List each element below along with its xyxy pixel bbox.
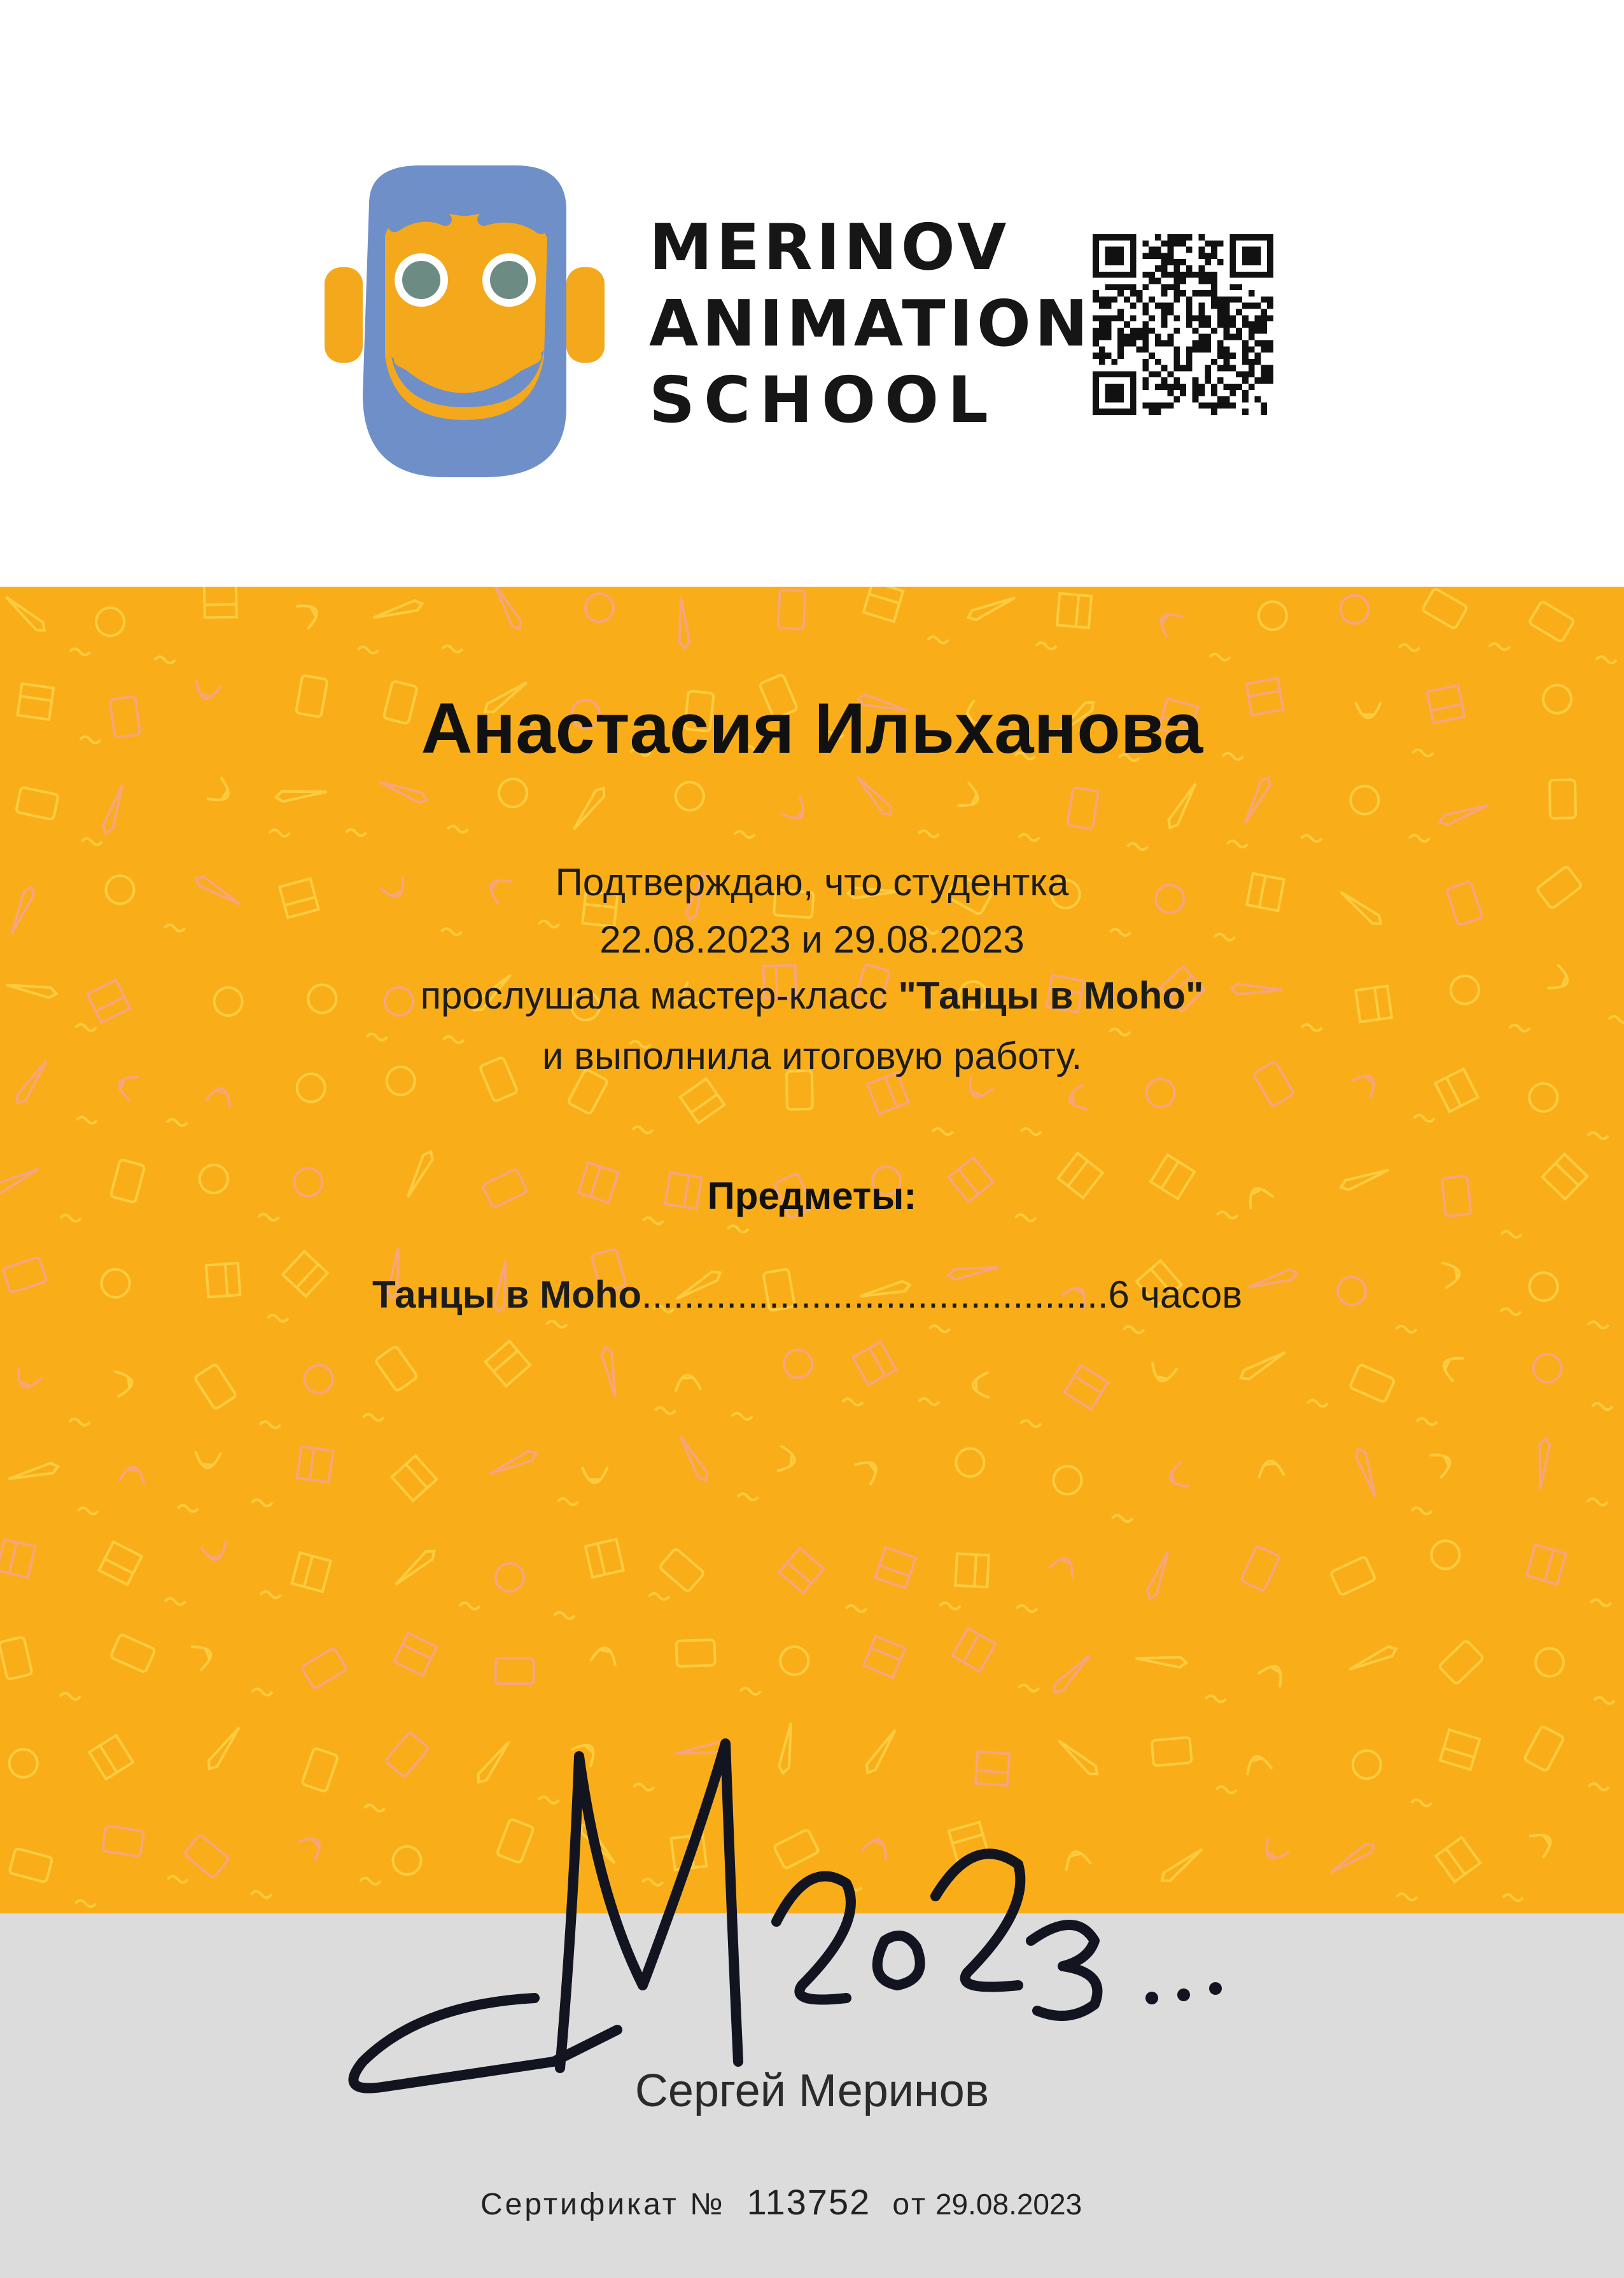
certificate-id-line — [480, 2181, 1082, 2223]
school-logo-icon — [325, 165, 605, 477]
qr-code-icon[interactable] — [1093, 234, 1273, 415]
certificate-main-band — [0, 587, 1624, 1913]
subjects-heading: Предметы: — [707, 1175, 917, 1217]
statement-line-3-prefix: прослушала мастер-класс — [420, 974, 899, 1017]
course-title: "Танцы в Moho" — [898, 974, 1204, 1017]
date-prefix: от — [892, 2188, 928, 2221]
wordmark-line-2: ANIMATION — [649, 286, 1092, 361]
subject-name: Танцы в Moho — [372, 1273, 642, 1316]
header — [0, 0, 1624, 587]
subject-row — [372, 1273, 1308, 1324]
school-wordmark — [649, 210, 1092, 445]
statement-line-3 — [0, 974, 1624, 1017]
certificate-label: Сертификат № — [480, 2188, 725, 2221]
subject-leader-dots: ............................................ — [641, 1273, 1109, 1316]
certificate-number: 113752 — [746, 2182, 871, 2222]
wordmark-line-3: SCHOOL — [649, 363, 997, 437]
subject-hours: 6 часов — [1108, 1273, 1243, 1316]
signer-name: Сергей Меринов — [634, 2065, 990, 2116]
recipient-name: Анастасия Ильханова — [421, 688, 1203, 768]
statement-line-1: Подтверждаю, что студентка — [555, 861, 1069, 904]
issue-date: 29.08.2023 — [935, 2188, 1082, 2221]
statement-line-2: 22.08.2023 и 29.08.2023 — [599, 918, 1025, 961]
statement-line-4: и выполнила итоговую работу. — [542, 1035, 1082, 1077]
handwritten-signature — [344, 1731, 1324, 2113]
doodle-pattern-background — [0, 587, 1624, 1913]
wordmark-line-1: MERINOV — [649, 210, 1011, 284]
